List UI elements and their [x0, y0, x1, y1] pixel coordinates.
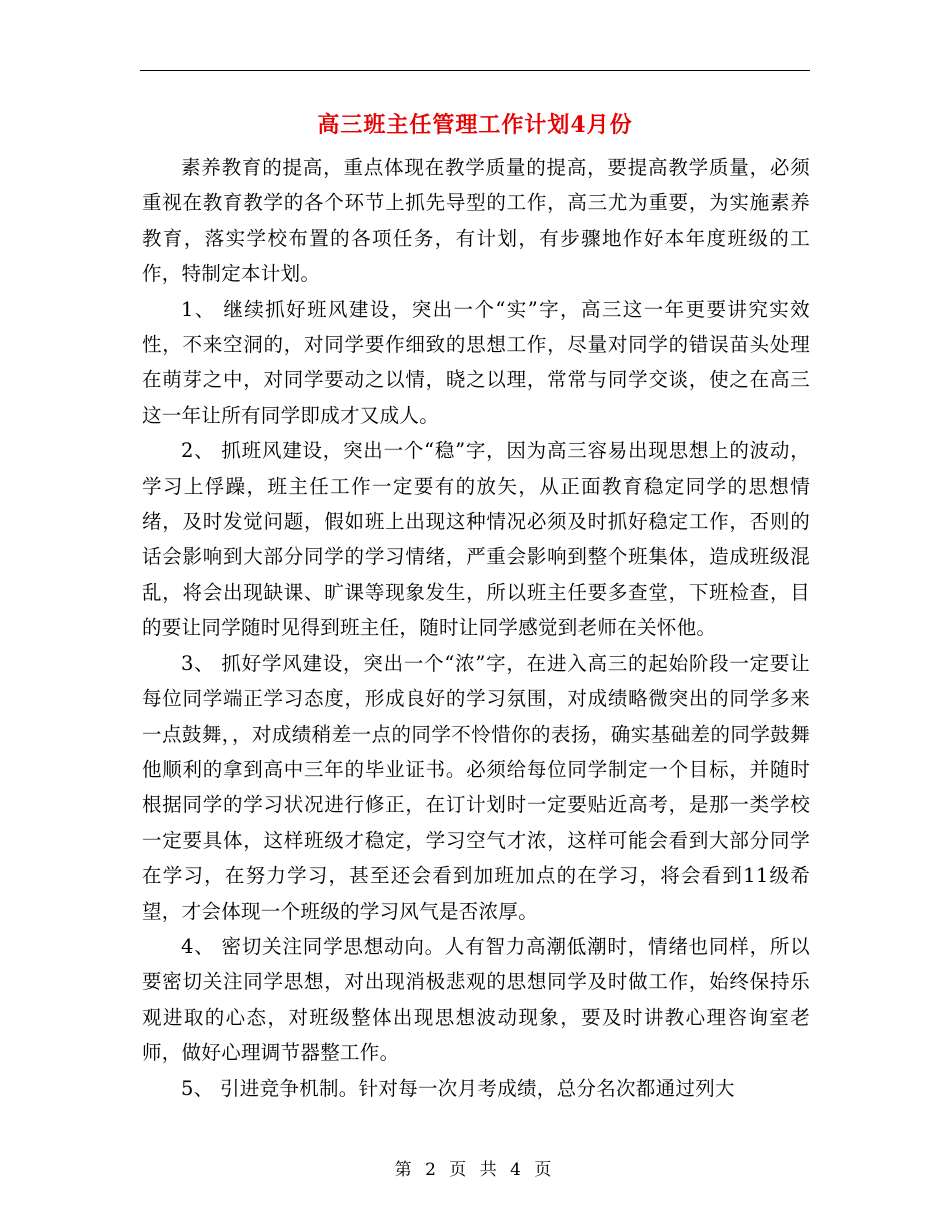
header-rule	[140, 70, 810, 71]
page-number-footer: 第 2 页 共 4 页	[394, 1160, 556, 1180]
document-title: 高三班主任管理工作计划4月份	[317, 112, 633, 138]
paragraph-item-2: 2、 抓班风建设，突出一个“稳”字，因为高三容易出现思想上的波动，学习上俘躁，班主任工作一定要有的放矢，从正面教育稳定同学的思想情绪，及时发觉问题，假如班上出现这种情况必须及时抓好稳定工作，否则的话会影响到大部分同学的学习情绪，严重会影响到整个班集体，造成班级混乱，将会出现缺课、旷课等现象发生，所以班主任要多查堂，下班检查，目的要让同学随时见得到班主任，随时让同学感觉到老师在关怀他。	[142, 439, 810, 640]
paragraph-item-1: 1、 继续抓好班风建设，突出一个“实”字，高三这一年更要讲究实效性，不来空洞的，对同学要作细致的思想工作，尽量对同学的错误苗头处理在萌芽之中，对同学要动之以情，晓之以理，常常与同学交谈，使之在高三这一年让所有同学即成才又成人。	[142, 297, 810, 427]
paragraph-item-3: 3、 抓好学风建设，突出一个“浓”字，在进入高三的起始阶段一定要让每位同学端正学习态度，形成良好的学习氛围，对成绩略微突出的同学多来一点鼓舞，，对成绩稍差一点的同学不怜惜你的表扬，确实基础差的同学鼓舞他顺利的拿到高中三年的毕业证书。必须给每位同学制定一个目标，并随时根据同学的学习状况进行修正，在订计划时一定要贴近高考，是那一类学校一定要具体，这样班级才稳定，学习空气才浓，这样可能会看到大部分同学在学习，在努力学习，甚至还会看到加班加点的在学习，将会看到11级希望，才会体现一个班级的学习风气是否浓厚。	[142, 651, 810, 923]
document-body	[142, 150, 810, 1106]
paragraph-item-5: 5、 引进竞争机制。针对每一次月考成绩，总分名次都通过列大	[181, 1076, 735, 1100]
paragraph-item-4: 4、 密切关注同学思想动向。人有智力高潮低潮时，情绪也同样，所以要密切关注同学思想，对出现消极悲观的思想同学及时做工作，始终保持乐观进取的心态，对班级整体出现思想波动现象，要及时讲教心理咨询室老师，做好心理调节器整工作。	[142, 934, 810, 1065]
paragraph-intro: 素养教育的提高，重点体现在教学质量的提高，要提高教学质量，必须重视在教育教学的各个环节上抓先导型的工作，高三尤为重要，为实施素养教育，落实学校布置的各项任务，有计划，有步骤地作好本年度班级的工作，特制定本计划。	[142, 156, 810, 286]
